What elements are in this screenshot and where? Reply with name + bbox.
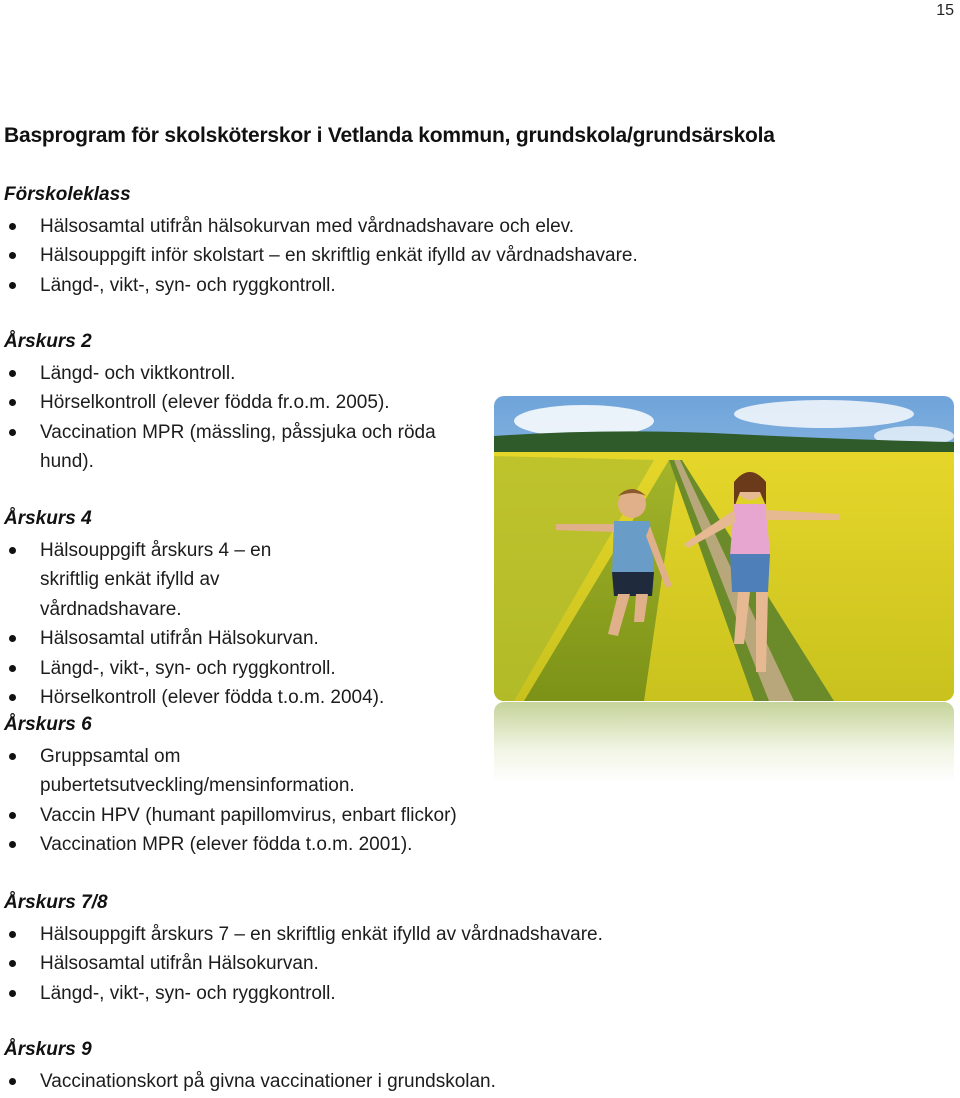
item-list (4, 1067, 496, 1096)
list-item: Hälsouppgift inför skolstart – en skriftlig enkät ifylld av vårdnadshavare. (4, 241, 638, 270)
page-title: Basprogram för skolsköterskor i Vetlanda kommun, grundskola/grundsärskola (4, 124, 775, 147)
list-item: Vaccination MPR (mässling, påssjuka och röda hund). (4, 418, 460, 477)
list-item: Vaccination MPR (elever födda t.o.m. 2001). (4, 830, 560, 859)
page-number: 15 (936, 2, 954, 19)
list-item: Vaccin HPV (humant papillomvirus, enbart flickor) (4, 801, 560, 830)
section-arskurs-7-8 (4, 890, 603, 1008)
section-arskurs-2 (4, 329, 460, 477)
item-list (4, 920, 603, 1008)
section-forskoleklass (4, 182, 638, 300)
section-heading: Årskurs 7/8 (4, 892, 108, 913)
list-item: Hörselkontroll (elever födda t.o.m. 2004). (4, 683, 384, 712)
item-list (4, 742, 560, 860)
list-item: Längd-, vikt-, syn- och ryggkontroll. (4, 271, 638, 300)
list-item: Hörselkontroll (elever födda fr.o.m. 2005). (4, 388, 460, 417)
section-arskurs-4 (4, 506, 384, 712)
item-list (4, 359, 460, 477)
list-item: Längd- och viktkontroll. (4, 359, 460, 388)
section-heading: Årskurs 9 (4, 1039, 92, 1060)
list-item: Hälsosamtal utifrån hälsokurvan med vårdnadshavare och elev. (4, 212, 638, 241)
children-field-photo (494, 396, 954, 781)
list-item: Längd-, vikt-, syn- och ryggkontroll. (4, 654, 384, 683)
list-item: Längd-, vikt-, syn- och ryggkontroll. (4, 979, 603, 1008)
photo-illustration (494, 396, 954, 701)
section-heading: Årskurs 2 (4, 331, 92, 352)
list-item: Hälsouppgift årskurs 7 – en skriftlig enkät ifylld av vårdnadshavare. (4, 920, 603, 949)
section-heading: Förskoleklass (4, 184, 131, 205)
section-heading: Årskurs 6 (4, 714, 92, 735)
item-list (4, 212, 638, 300)
section-arskurs-9 (4, 1037, 496, 1096)
section-heading: Årskurs 4 (4, 508, 92, 529)
section-arskurs-6 (4, 712, 560, 860)
list-item: Hälsosamtal utifrån Hälsokurvan. (4, 949, 603, 978)
list-item: Gruppsamtal om pubertetsutveckling/mensinformation. (4, 742, 420, 801)
list-item: Hälsouppgift årskurs 4 – en skriftlig enkät ifylld av vårdnadshavare. (4, 536, 310, 624)
list-item: Vaccinationskort på givna vaccinationer i grundskolan. (4, 1067, 496, 1096)
item-list (4, 536, 384, 712)
list-item: Hälsosamtal utifrån Hälsokurvan. (4, 624, 384, 653)
photo-reflection (494, 702, 954, 782)
